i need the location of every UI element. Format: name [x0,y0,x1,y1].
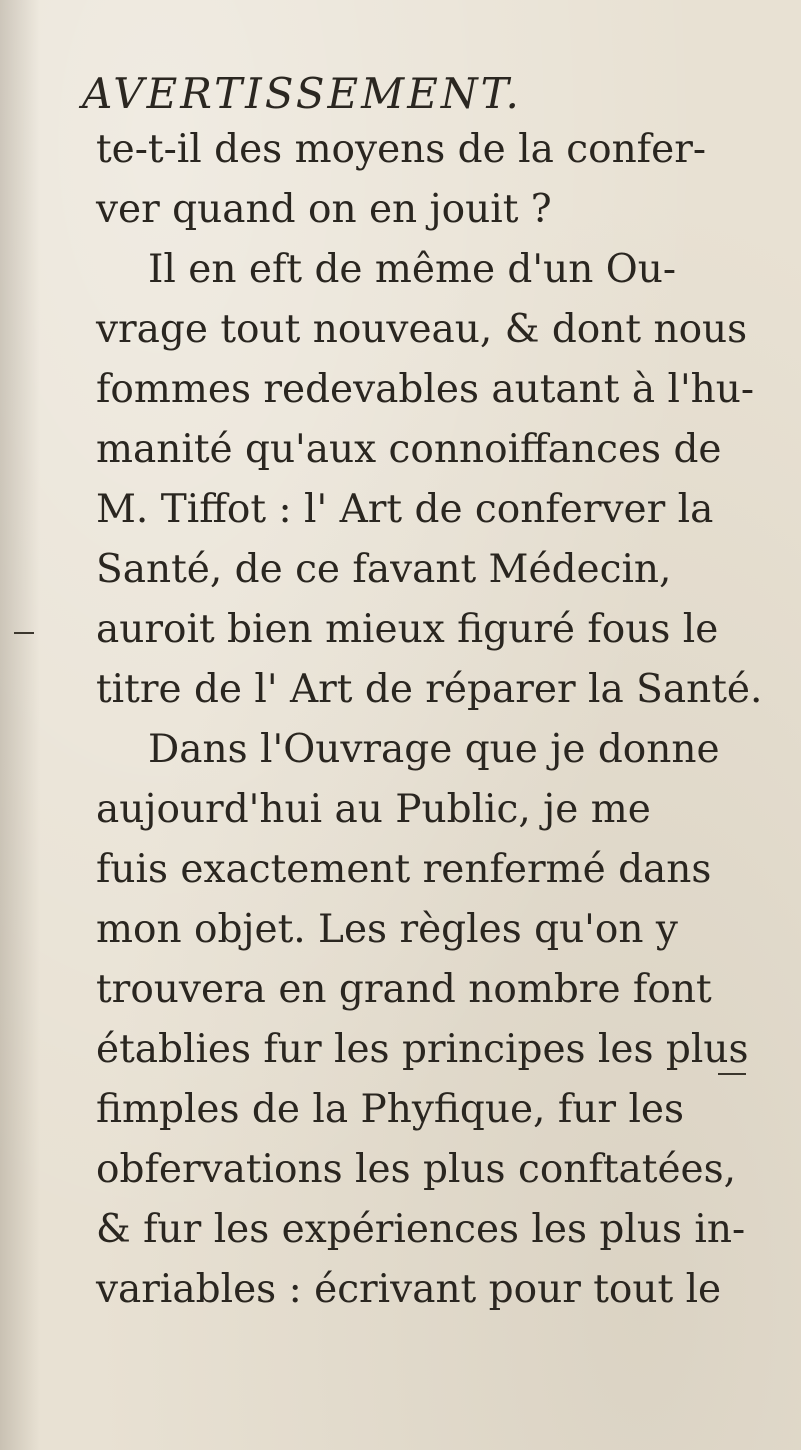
text-line: obfervations les plus conftatées, [96,1147,737,1192]
text-line: fimples de la Phyfique, fur les [96,1087,685,1132]
text-line: M. Tiffot : l' Art de conferver la [96,487,714,532]
body-text [96,120,763,1320]
text-line: fuis exactement renfermé dans [96,847,712,892]
text-line: vrage tout nouveau, & dont nous [96,307,748,352]
text-line: Santé, de ce favant Médecin, [96,547,672,592]
left-margin-mark [14,632,34,634]
text-line: Il en eft de même d'un Ou- [148,247,677,292]
text-line: aujourd'hui au Public, je me [96,787,651,832]
text-line: manité qu'aux connoiffances de [96,427,722,472]
text-line: trouvera en grand nombre font [96,967,712,1012]
text-line: ver quand on en jouit ? [96,187,552,232]
text-line: variables : écrivant pour tout le [96,1267,722,1312]
text-line: te-t-il des moyens de la confer- [96,127,707,172]
text-line: & fur les expériences les plus in- [96,1207,746,1252]
page-gutter-shadow [0,0,40,1450]
text-line: fommes redevables autant à l'hu- [96,367,755,412]
running-head: AVERTISSEMENT. [82,69,522,118]
right-margin-mark [718,1073,746,1075]
text-line: établies fur les principes les plus [96,1027,749,1072]
text-line: titre de l' Art de réparer la Santé. [96,667,763,712]
text-line: mon objet. Les règles qu'on y [96,907,678,952]
text-line: auroit bien mieux figuré fous le [96,607,719,652]
text-line: Dans l'Ouvrage que je donne [148,727,720,772]
